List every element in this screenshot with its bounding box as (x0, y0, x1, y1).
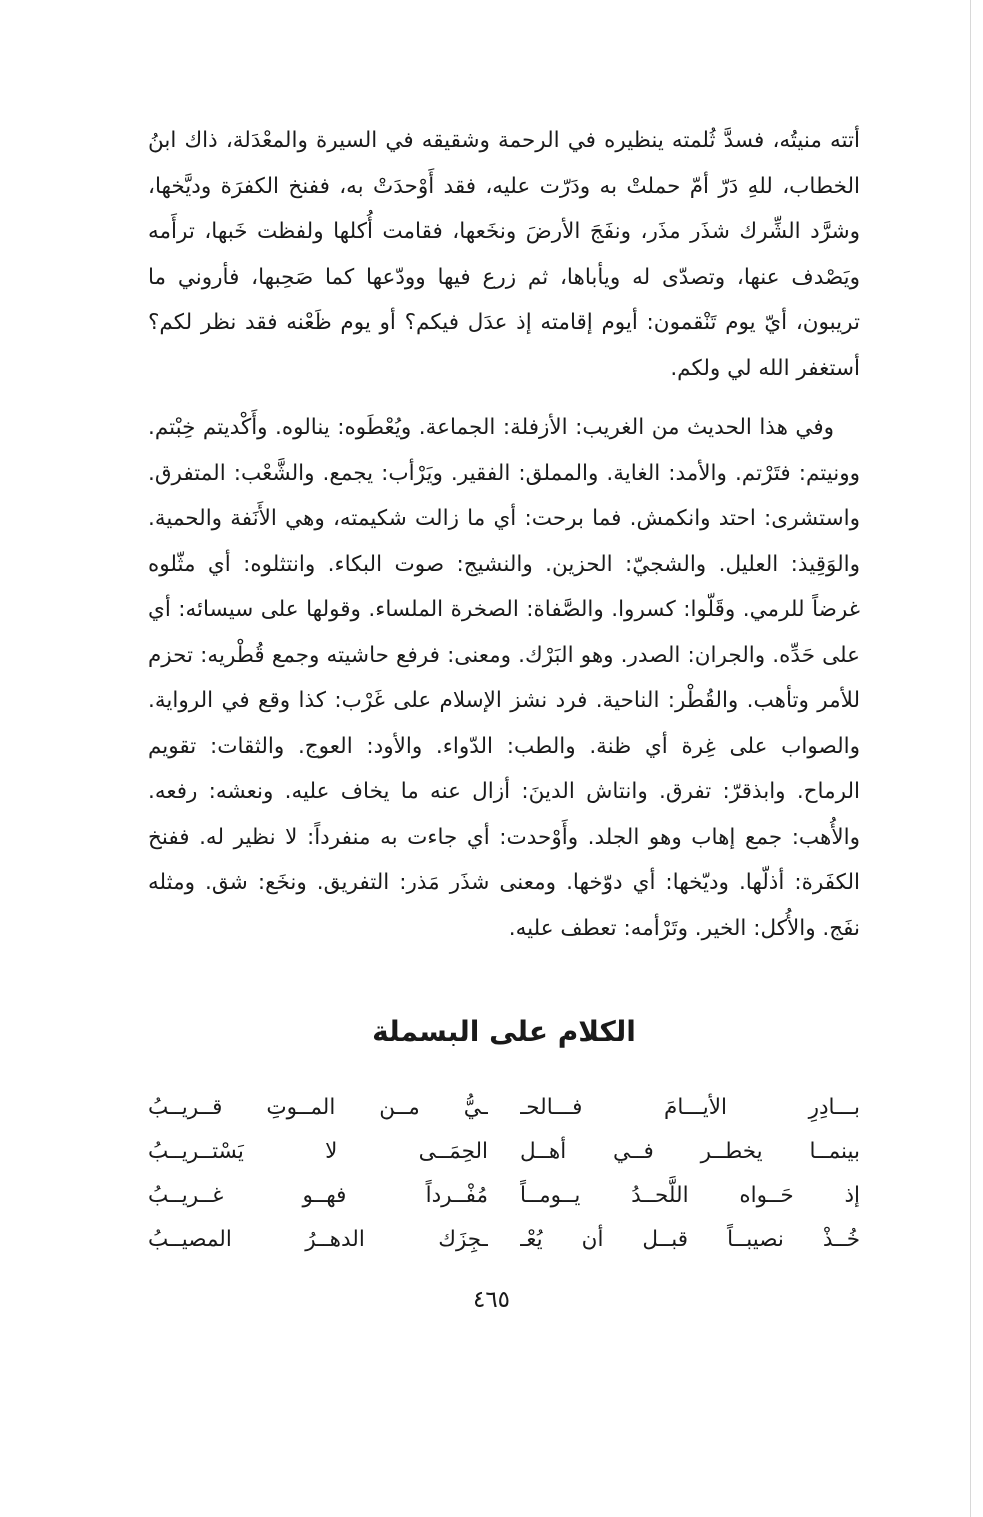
paragraph-2 (148, 405, 860, 951)
verse-first-hemistich: خُــذْ نصيبــاً قبــل أن يُعْـ (520, 1227, 860, 1252)
verse-second-hemistich: ـيُّ مــن المــوتِ قــريــبُ (148, 1095, 488, 1120)
poem-verse (148, 1174, 860, 1218)
verse-first-hemistich: إذ حَــواه اللَّحــدُ يــومــاً (520, 1183, 860, 1208)
paragraph-2-text: وفي هذا الحديث من الغريب: الأزفلة: الجماعة. ويُعْطَوه: ينالوه. وأَكْديتم خِبْتم. وونيتم: فتَرْتم. والأمد: الغاية. والمملق: الفقير. ويَرْأب: يجمع. والشَّعْب: المتفرق. واستشرى: احتد وانكمش. فما برحت: أي ما زالت شكيمته، وهي الأَنَفة والحمية. والوَقِيذ: العليل. والشجيّ: الحزين. والنشيج: صوت البكاء. وانتثلوه: أي مثّلوه غرضاً للرمي. وقَلّوا: كسروا. والصَّفاة: الصخرة الملساء. وقولها على سيسائه: أي على حَدِّه. والجران: الصدر. وهو البَرْك. ومعنى: فرفع حاشيته وجمع قُطْريه: تحزم للأمر وتأهب. والقُطْر: الناحية. فرد نشز الإسلام على غَرْب: كذا وقع في الرواية. والصواب على غِرة أي ظنة. والطب: الدّواء. والأود: العوج. والثقات: تقويم الرماح. وابذقرّ: تفرق. وانتاش الدينَ: أزال عنه ما يخاف عليه. ونعشه: رفعه. والأُهب: جمع إهاب وهو الجلد. وأَوْحدت: أي جاءت به منفرداً: لا نظير له. ففنخ الكفَرة: أذلّها. وديّخها: أي دوّخها. ومعنى شذَر مَذر: التفريق. ونخَع: شق. ومثله نفَج. والأُكل: الخير. وتَرْأمه: تعطف عليه. (148, 415, 860, 941)
paragraph-1 (148, 118, 860, 391)
poem-verse (148, 1218, 860, 1262)
section-heading: الكلام على البسملة (372, 1015, 636, 1048)
poem-verse (148, 1086, 860, 1130)
paragraph-1-text: أتته منيتُه، فسدَّ ثُلمته ينظيره في الرحمة وشقيقه في السيرة والمعْدَلة، ذاك ابنُ الخطاب، للهِ دَرّ أمّ حملتْ به ودَرّت عليه، فقد أَوْحدَتْ به، ففنخ الكفرَة وديَّخها، وشرَّد الشِّرك شذَر مذَر، ونفَجَ الأرضَ ونخَعها، فقامت أُكلها ولفظت خَبها، ترأَمه ويَصْدف عنها، وتصدّى له ويأباها، ثم زرع فيها وودّعها كما صَحِبها، فأروني ما تريبون، أيّ يوم تَنْقمون: أيوم إقامته إذ عدَل فيكم؟ أو يوم ظَعْنه فقد نظر لكم؟ أستغفر الله لي ولكم. (148, 128, 860, 381)
poem-verse (148, 1130, 860, 1174)
page-number: ٤٦٥ (472, 1287, 511, 1313)
verse-second-hemistich: الحِمَــى لا يَسْتــريــبُ (148, 1139, 488, 1164)
verse-second-hemistich: مُفْــرداً فهــو غــريــبُ (148, 1183, 488, 1208)
verse-first-hemistich: بينمــا يخطــر فــي أهــل (520, 1139, 860, 1164)
verse-first-hemistich: بـــادِرِ الأيـــامَ فـــالحـ (520, 1095, 860, 1120)
verse-second-hemistich: ـجِزَك الدهــرُ المصيــبُ (148, 1227, 488, 1252)
poem (148, 1086, 860, 1262)
